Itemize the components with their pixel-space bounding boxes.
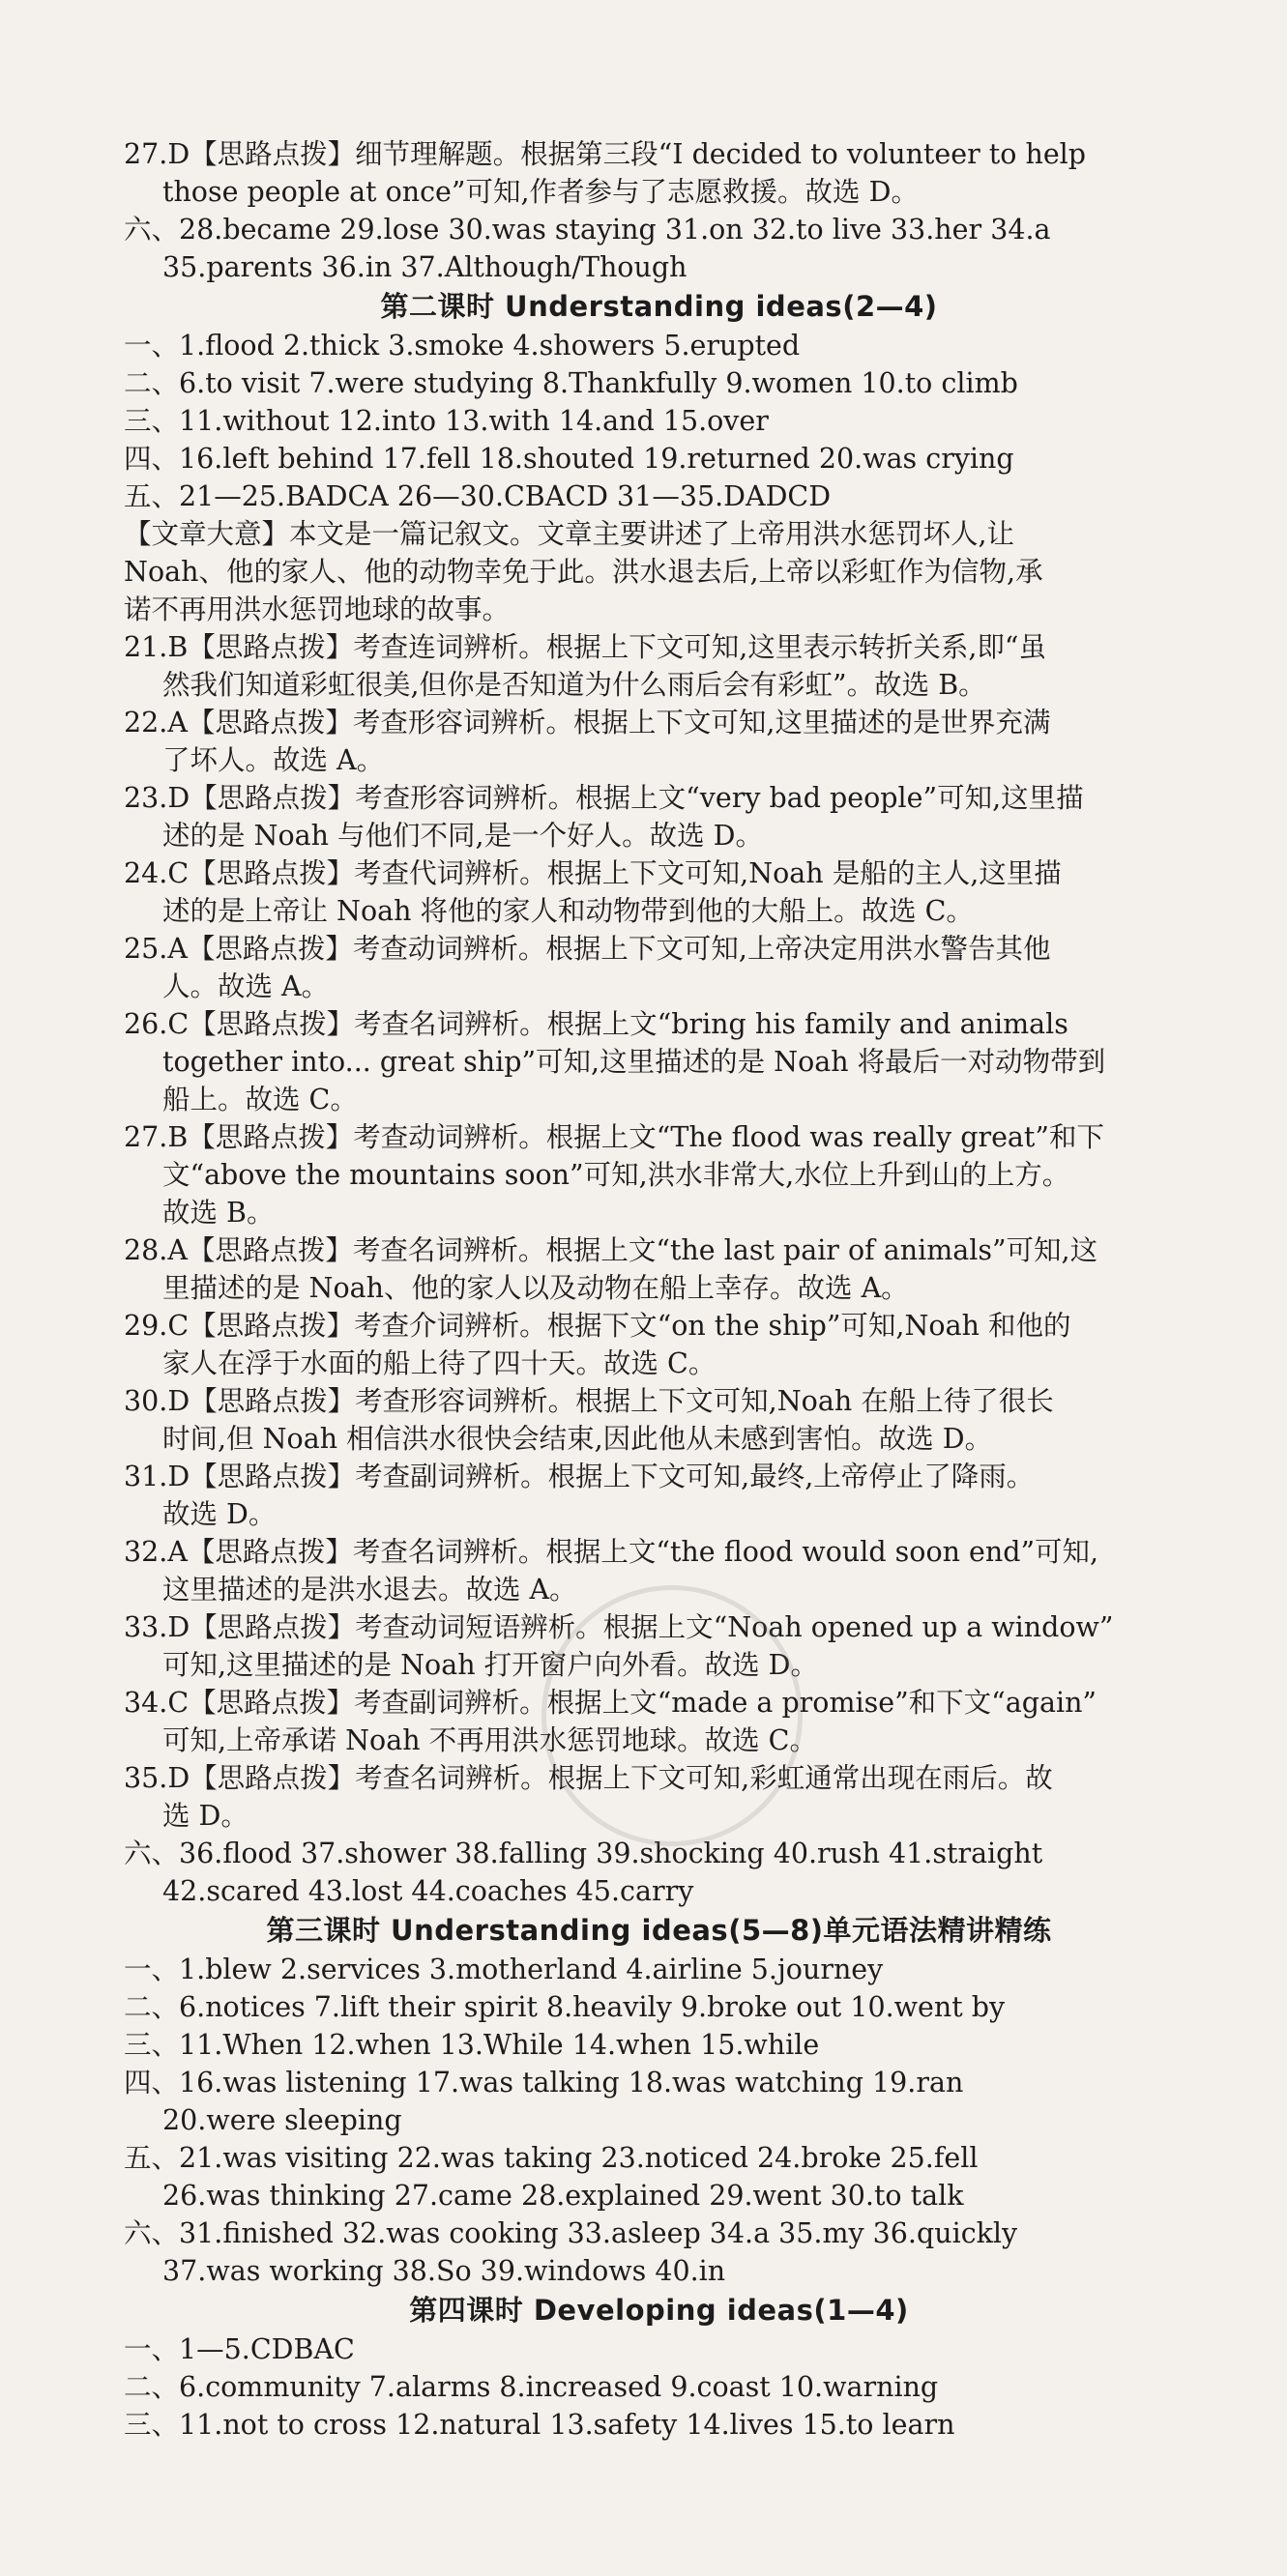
- answer-line: 27.D【思路点拨】细节理解题。根据第三段“I decided to volunteer to help: [124, 138, 1087, 170]
- answer-line: 25.A【思路点拨】考查动词辨析。根据上下文可知,上帝决定用洪水警告其他: [124, 933, 1051, 965]
- answer-line: 故选 B。: [162, 1197, 275, 1229]
- answer-line: 二、6.community 7.alarms 8.increased 9.coast 10.warning: [124, 2371, 939, 2403]
- answer-line: 可知,这里描述的是 Noah 打开窗户向外看。故选 D。: [162, 1649, 819, 1681]
- answer-line: 述的是上帝让 Noah 将他的家人和动物带到他的大船上。故选 C。: [162, 895, 974, 927]
- answer-line: 六、36.flood 37.shower 38.falling 39.shocking 40.rush 41.straight: [124, 1838, 1043, 1869]
- answer-line: 六、31.finished 32.was cooking 33.asleep 34.a 35.my 36.quickly: [124, 2217, 1018, 2249]
- answer-line: 【文章大意】本文是一篇记叙文。文章主要讲述了上帝用洪水惩罚坏人,让: [124, 518, 1015, 550]
- answer-line: 42.scared 43.lost 44.coaches 45.carry: [162, 1875, 694, 1907]
- answer-line: 20.were sleeping: [162, 2104, 402, 2136]
- answer-line: 诺不再用洪水惩罚地球的故事。: [124, 593, 511, 625]
- answer-line: 三、11.When 12.when 13.While 14.when 15.while: [124, 2029, 820, 2061]
- answer-line: 35.parents 36.in 37.Although/Though: [162, 251, 687, 283]
- answer-key-content: [124, 135, 1194, 2444]
- answer-line: 这里描述的是洪水退去。故选 A。: [162, 1574, 577, 1606]
- answer-line: 21.B【思路点拨】考查连词辨析。根据上下文可知,这里表示转折关系,即“虽: [124, 631, 1046, 663]
- answer-line: 37.was working 38.So 39.windows 40.in: [162, 2255, 726, 2287]
- answer-line: 文“above the mountains soon”可知,洪水非常大,水位上升到山的上方。: [162, 1159, 1070, 1191]
- answer-line: 一、1.flood 2.thick 3.smoke 4.showers 5.erupted: [124, 330, 801, 362]
- answer-line: Noah、他的家人、他的动物幸免于此。洪水退去后,上帝以彩虹作为信物,承: [124, 556, 1043, 588]
- answer-line: 家人在浮于水面的船上待了四十天。故选 C。: [162, 1347, 717, 1379]
- answer-line: 船上。故选 C。: [162, 1084, 358, 1115]
- answer-line: 26.C【思路点拨】考查名词辨析。根据上文“bring his family and animals: [124, 1008, 1068, 1040]
- answer-line: 30.D【思路点拨】考查形容词辨析。根据上下文可知,Noah 在船上待了很长: [124, 1385, 1054, 1417]
- answer-line: 四、16.left behind 17.fell 18.shouted 19.returned 20.was crying: [124, 443, 1014, 475]
- section-heading: 第四课时 Developing ideas(1—4): [409, 2294, 909, 2327]
- answer-line: 33.D【思路点拨】考查动词短语辨析。根据上文“Noah opened up a window”: [124, 1611, 1114, 1643]
- answer-line: 五、21.was visiting 22.was taking 23.noticed 24.broke 25.fell: [124, 2142, 979, 2174]
- answer-line: 一、1.blew 2.services 3.motherland 4.airline 5.journey: [124, 1954, 884, 1985]
- answer-line: 三、11.not to cross 12.natural 13.safety 14.lives 15.to learn: [124, 2409, 955, 2441]
- answer-line: 选 D。: [162, 1800, 249, 1832]
- answer-line: those people at once”可知,作者参与了志愿救援。故选 D。: [162, 176, 919, 208]
- answer-line: 时间,但 Noah 相信洪水很快会结束,因此他从未感到害怕。故选 D。: [162, 1423, 993, 1455]
- answer-line: 故选 D。: [162, 1498, 277, 1530]
- answer-line: 六、28.became 29.lose 30.was staying 31.on 32.to live 33.her 34.a: [124, 214, 1051, 246]
- answer-line: 26.was thinking 27.came 28.explained 29.went 30.to talk: [162, 2180, 964, 2212]
- answer-line: 一、1—5.CDBAC: [124, 2333, 355, 2365]
- answer-line: 述的是 Noah 与他们不同,是一个好人。故选 D。: [162, 820, 764, 852]
- answer-line: 22.A【思路点拨】考查形容词辨析。根据上下文可知,这里描述的是世界充满: [124, 707, 1051, 738]
- answer-line: 32.A【思路点拨】考查名词辨析。根据上文“the flood would soon end”可知,: [124, 1536, 1099, 1568]
- section-heading: 第三课时 Understanding ideas(5—8)单元语法精讲精练: [266, 1914, 1052, 1947]
- answer-line: together into... great ship”可知,这里描述的是 Noah 将最后一对动物带到: [162, 1046, 1106, 1078]
- answer-line: 24.C【思路点拨】考查代词辨析。根据上下文可知,Noah 是船的主人,这里描: [124, 857, 1062, 889]
- answer-line: 人。故选 A。: [162, 970, 330, 1002]
- answer-line: 五、21—25.BADCA 26—30.CBACD 31—35.DADCD: [124, 480, 832, 512]
- answer-line: 可知,上帝承诺 Noah 不再用洪水惩罚地球。故选 C。: [162, 1724, 817, 1756]
- answer-line: 28.A【思路点拨】考查名词辨析。根据上文“the last pair of animals”可知,这: [124, 1234, 1098, 1266]
- answer-line: 34.C【思路点拨】考查副词辨析。根据上文“made a promise”和下文“again”: [124, 1687, 1097, 1719]
- answer-line: 了坏人。故选 A。: [162, 744, 385, 776]
- answer-line: 31.D【思路点拨】考查副词辨析。根据上下文可知,最终,上帝停止了降雨。: [124, 1461, 1035, 1492]
- answer-line: 三、11.without 12.into 13.with 14.and 15.over: [124, 405, 769, 437]
- answer-line: 27.B【思路点拨】考查动词辨析。根据上文“The flood was really great”和下: [124, 1121, 1104, 1153]
- answer-line: 二、6.to visit 7.were studying 8.Thankfully 9.women 10.to climb: [124, 367, 1018, 399]
- answer-line: 里描述的是 Noah、他的家人以及动物在船上幸存。故选 A。: [162, 1272, 909, 1304]
- answer-line: 然我们知道彩虹很美,但你是否知道为什么雨后会有彩虹”。故选 B。: [162, 669, 986, 701]
- answer-line: 二、6.notices 7.lift their spirit 8.heavily 9.broke out 10.went by: [124, 1991, 1006, 2023]
- answer-line: 35.D【思路点拨】考查名词辨析。根据上下文可知,彩虹通常出现在雨后。故: [124, 1762, 1053, 1794]
- answer-line: 29.C【思路点拨】考查介词辨析。根据下文“on the ship”可知,Noah 和他的: [124, 1310, 1071, 1342]
- answer-line: 23.D【思路点拨】考查形容词辨析。根据上文“very bad people”可知,这里描: [124, 782, 1084, 814]
- section-heading: 第二课时 Understanding ideas(2—4): [380, 290, 938, 323]
- answer-line: 四、16.was listening 17.was talking 18.was watching 19.ran: [124, 2067, 964, 2098]
